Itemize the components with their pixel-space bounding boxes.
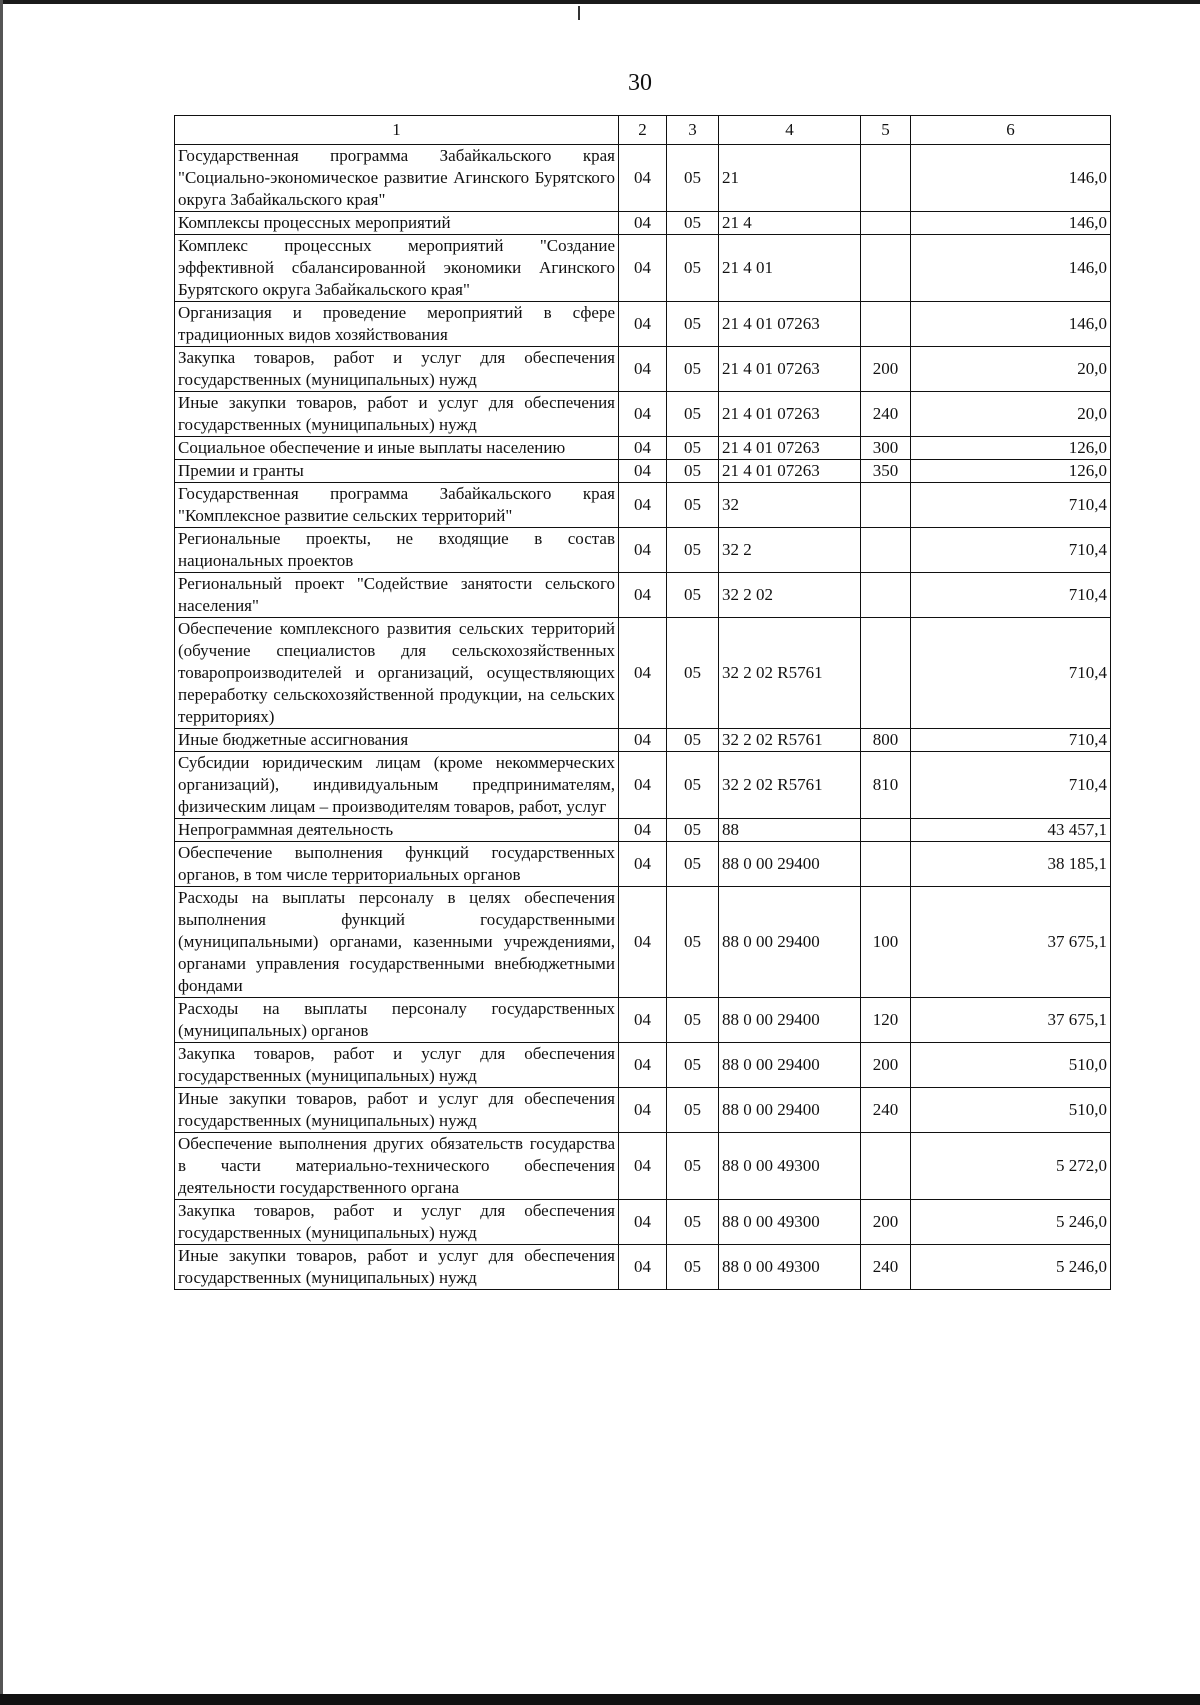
row-expense-type-cell: 200 (861, 347, 911, 392)
row-section-cell: 04 (619, 235, 667, 302)
row-section-cell: 04 (619, 887, 667, 998)
table-header-row (175, 116, 1111, 145)
row-amount-cell: 43 457,1 (911, 819, 1111, 842)
row-expense-type-cell: 240 (861, 1245, 911, 1290)
row-name-cell: Иные бюджетные ассигнования (175, 729, 619, 752)
row-section-cell: 04 (619, 145, 667, 212)
row-name-cell: Государственная программа Забайкальского края "Комплексное развитие сельских территорий" (175, 483, 619, 528)
table-row (175, 1088, 1111, 1133)
row-name-cell: Субсидии юридическим лицам (кроме некоммерческих организаций), индивидуальным предпринимателям, физическим лицам – производителям товаров, работ, услуг (175, 752, 619, 819)
row-subsection-cell: 05 (667, 729, 719, 752)
row-target-code-cell: 88 0 00 29400 (719, 842, 861, 887)
row-name-cell: Закупка товаров, работ и услуг для обеспечения государственных (муниципальных) нужд (175, 347, 619, 392)
row-subsection-cell: 05 (667, 302, 719, 347)
row-amount-cell: 710,4 (911, 573, 1111, 618)
row-section-cell: 04 (619, 528, 667, 573)
row-expense-type-cell (861, 145, 911, 212)
row-expense-type-cell: 800 (861, 729, 911, 752)
page-number: 30 (628, 70, 652, 96)
row-amount-cell: 37 675,1 (911, 887, 1111, 998)
row-subsection-cell: 05 (667, 618, 719, 729)
row-subsection-cell: 05 (667, 347, 719, 392)
table-row (175, 212, 1111, 235)
row-section-cell: 04 (619, 212, 667, 235)
row-expense-type-cell: 350 (861, 460, 911, 483)
row-expense-type-cell (861, 1133, 911, 1200)
row-target-code-cell: 32 2 02 R5761 (719, 752, 861, 819)
table-row (175, 1043, 1111, 1088)
row-subsection-cell: 05 (667, 752, 719, 819)
row-amount-cell: 38 185,1 (911, 842, 1111, 887)
row-name-cell: Социальное обеспечение и иные выплаты населению (175, 437, 619, 460)
row-section-cell: 04 (619, 1088, 667, 1133)
row-target-code-cell: 88 0 00 29400 (719, 1088, 861, 1133)
row-amount-cell: 710,4 (911, 528, 1111, 573)
table-row (175, 483, 1111, 528)
row-subsection-cell: 05 (667, 145, 719, 212)
row-subsection-cell: 05 (667, 1133, 719, 1200)
row-amount-cell: 146,0 (911, 302, 1111, 347)
table-row (175, 887, 1111, 998)
row-amount-cell: 5 272,0 (911, 1133, 1111, 1200)
table-row (175, 729, 1111, 752)
row-subsection-cell: 05 (667, 483, 719, 528)
row-subsection-cell: 05 (667, 528, 719, 573)
row-target-code-cell: 88 (719, 819, 861, 842)
row-name-cell: Непрограммная деятельность (175, 819, 619, 842)
budget-table (174, 115, 1111, 1290)
table-row (175, 1245, 1111, 1290)
row-target-code-cell: 21 4 (719, 212, 861, 235)
row-subsection-cell: 05 (667, 1043, 719, 1088)
scan-mark (578, 6, 580, 20)
table-row (175, 573, 1111, 618)
row-expense-type-cell (861, 573, 911, 618)
table-row (175, 998, 1111, 1043)
row-amount-cell: 710,4 (911, 729, 1111, 752)
row-name-cell: Государственная программа Забайкальского края "Социально-экономическое развитие Агинского Бурятского округа Забайкальского края" (175, 145, 619, 212)
row-amount-cell: 5 246,0 (911, 1200, 1111, 1245)
row-target-code-cell: 21 4 01 07263 (719, 302, 861, 347)
row-target-code-cell: 32 2 02 (719, 573, 861, 618)
row-section-cell: 04 (619, 1245, 667, 1290)
row-amount-cell: 126,0 (911, 460, 1111, 483)
row-section-cell: 04 (619, 842, 667, 887)
row-target-code-cell: 21 4 01 07263 (719, 347, 861, 392)
table-row (175, 819, 1111, 842)
header-col-6: 6 (911, 116, 1111, 145)
row-target-code-cell: 88 0 00 29400 (719, 887, 861, 998)
row-target-code-cell: 88 0 00 49300 (719, 1200, 861, 1245)
row-subsection-cell: 05 (667, 1245, 719, 1290)
row-target-code-cell: 21 4 01 07263 (719, 437, 861, 460)
row-subsection-cell: 05 (667, 212, 719, 235)
row-subsection-cell: 05 (667, 392, 719, 437)
row-section-cell: 04 (619, 302, 667, 347)
table-row (175, 302, 1111, 347)
row-name-cell: Обеспечение комплексного развития сельских территорий (обучение специалистов для сельскохозяйственных товаропроизводителей и организаций, осуществляющих переработку сельскохозяйственной продукции, на сельских территориях) (175, 618, 619, 729)
header-col-1: 1 (175, 116, 619, 145)
row-name-cell: Организация и проведение мероприятий в сфере традиционных видов хозяйствования (175, 302, 619, 347)
row-target-code-cell: 32 2 02 R5761 (719, 729, 861, 752)
table-row (175, 460, 1111, 483)
table-row (175, 1133, 1111, 1200)
row-name-cell: Комплекс процессных мероприятий "Создание эффективной сбалансированной экономики Агинского Бурятского округа Забайкальского края" (175, 235, 619, 302)
row-section-cell: 04 (619, 752, 667, 819)
row-section-cell: 04 (619, 819, 667, 842)
row-amount-cell: 510,0 (911, 1088, 1111, 1133)
row-target-code-cell: 88 0 00 49300 (719, 1245, 861, 1290)
row-target-code-cell: 88 0 00 29400 (719, 1043, 861, 1088)
table-row (175, 235, 1111, 302)
row-section-cell: 04 (619, 460, 667, 483)
table-row (175, 437, 1111, 460)
row-amount-cell: 710,4 (911, 752, 1111, 819)
row-amount-cell: 146,0 (911, 145, 1111, 212)
row-name-cell: Региональный проект "Содействие занятости сельского населения" (175, 573, 619, 618)
row-expense-type-cell (861, 235, 911, 302)
row-target-code-cell: 32 (719, 483, 861, 528)
row-amount-cell: 710,4 (911, 618, 1111, 729)
row-name-cell: Иные закупки товаров, работ и услуг для обеспечения государственных (муниципальных) нужд (175, 1088, 619, 1133)
row-subsection-cell: 05 (667, 819, 719, 842)
row-amount-cell: 20,0 (911, 392, 1111, 437)
scan-border-top (0, 0, 1200, 4)
row-name-cell: Иные закупки товаров, работ и услуг для обеспечения государственных (муниципальных) нужд (175, 1245, 619, 1290)
row-subsection-cell: 05 (667, 1088, 719, 1133)
row-amount-cell: 710,4 (911, 483, 1111, 528)
row-expense-type-cell (861, 842, 911, 887)
scan-border-bottom (0, 1694, 1200, 1705)
row-amount-cell: 146,0 (911, 212, 1111, 235)
row-subsection-cell: 05 (667, 1200, 719, 1245)
row-target-code-cell: 21 4 01 07263 (719, 460, 861, 483)
row-amount-cell: 126,0 (911, 437, 1111, 460)
row-name-cell: Премии и гранты (175, 460, 619, 483)
row-expense-type-cell: 100 (861, 887, 911, 998)
row-subsection-cell: 05 (667, 842, 719, 887)
header-col-4: 4 (719, 116, 861, 145)
row-name-cell: Комплексы процессных мероприятий (175, 212, 619, 235)
row-section-cell: 04 (619, 392, 667, 437)
header-col-3: 3 (667, 116, 719, 145)
row-target-code-cell: 21 4 01 (719, 235, 861, 302)
row-section-cell: 04 (619, 998, 667, 1043)
row-name-cell: Расходы на выплаты персоналу государственных (муниципальных) органов (175, 998, 619, 1043)
row-amount-cell: 146,0 (911, 235, 1111, 302)
table-row (175, 842, 1111, 887)
row-amount-cell: 510,0 (911, 1043, 1111, 1088)
row-target-code-cell: 21 4 01 07263 (719, 392, 861, 437)
row-section-cell: 04 (619, 347, 667, 392)
row-name-cell: Обеспечение выполнения функций государственных органов, в том числе территориальных органов (175, 842, 619, 887)
row-amount-cell: 5 246,0 (911, 1245, 1111, 1290)
row-target-code-cell: 32 2 02 R5761 (719, 618, 861, 729)
table-row (175, 528, 1111, 573)
row-expense-type-cell (861, 618, 911, 729)
row-expense-type-cell (861, 212, 911, 235)
row-expense-type-cell (861, 302, 911, 347)
row-name-cell: Закупка товаров, работ и услуг для обеспечения государственных (муниципальных) нужд (175, 1043, 619, 1088)
row-amount-cell: 20,0 (911, 347, 1111, 392)
table-body (175, 145, 1111, 1290)
table-row (175, 1200, 1111, 1245)
row-subsection-cell: 05 (667, 437, 719, 460)
header-col-5: 5 (861, 116, 911, 145)
row-name-cell: Региональные проекты, не входящие в состав национальных проектов (175, 528, 619, 573)
row-name-cell: Иные закупки товаров, работ и услуг для обеспечения государственных (муниципальных) нужд (175, 392, 619, 437)
row-target-code-cell: 21 (719, 145, 861, 212)
row-section-cell: 04 (619, 618, 667, 729)
row-name-cell: Обеспечение выполнения других обязательств государства в части материально-технического обеспечения деятельности государственного органа (175, 1133, 619, 1200)
row-expense-type-cell: 300 (861, 437, 911, 460)
table-row (175, 347, 1111, 392)
row-expense-type-cell: 200 (861, 1043, 911, 1088)
row-name-cell: Закупка товаров, работ и услуг для обеспечения государственных (муниципальных) нужд (175, 1200, 619, 1245)
row-section-cell: 04 (619, 573, 667, 618)
row-section-cell: 04 (619, 1200, 667, 1245)
row-expense-type-cell: 240 (861, 392, 911, 437)
row-expense-type-cell: 240 (861, 1088, 911, 1133)
row-target-code-cell: 88 0 00 49300 (719, 1133, 861, 1200)
row-subsection-cell: 05 (667, 235, 719, 302)
row-expense-type-cell: 120 (861, 998, 911, 1043)
row-expense-type-cell: 810 (861, 752, 911, 819)
row-section-cell: 04 (619, 1043, 667, 1088)
row-section-cell: 04 (619, 483, 667, 528)
table-row (175, 392, 1111, 437)
table-row (175, 752, 1111, 819)
row-subsection-cell: 05 (667, 460, 719, 483)
row-expense-type-cell (861, 819, 911, 842)
row-target-code-cell: 88 0 00 29400 (719, 998, 861, 1043)
row-section-cell: 04 (619, 437, 667, 460)
table-row (175, 145, 1111, 212)
row-section-cell: 04 (619, 729, 667, 752)
row-subsection-cell: 05 (667, 998, 719, 1043)
row-amount-cell: 37 675,1 (911, 998, 1111, 1043)
row-section-cell: 04 (619, 1133, 667, 1200)
header-col-2: 2 (619, 116, 667, 145)
row-subsection-cell: 05 (667, 887, 719, 998)
row-target-code-cell: 32 2 (719, 528, 861, 573)
scan-border-left (0, 0, 3, 1705)
table-row (175, 618, 1111, 729)
row-expense-type-cell: 200 (861, 1200, 911, 1245)
row-expense-type-cell (861, 528, 911, 573)
row-expense-type-cell (861, 483, 911, 528)
row-subsection-cell: 05 (667, 573, 719, 618)
row-name-cell: Расходы на выплаты персоналу в целях обеспечения выполнения функций государственными (муниципальными) органами, казенными учреждениями, органами управления государственными внебюджетными фондами (175, 887, 619, 998)
